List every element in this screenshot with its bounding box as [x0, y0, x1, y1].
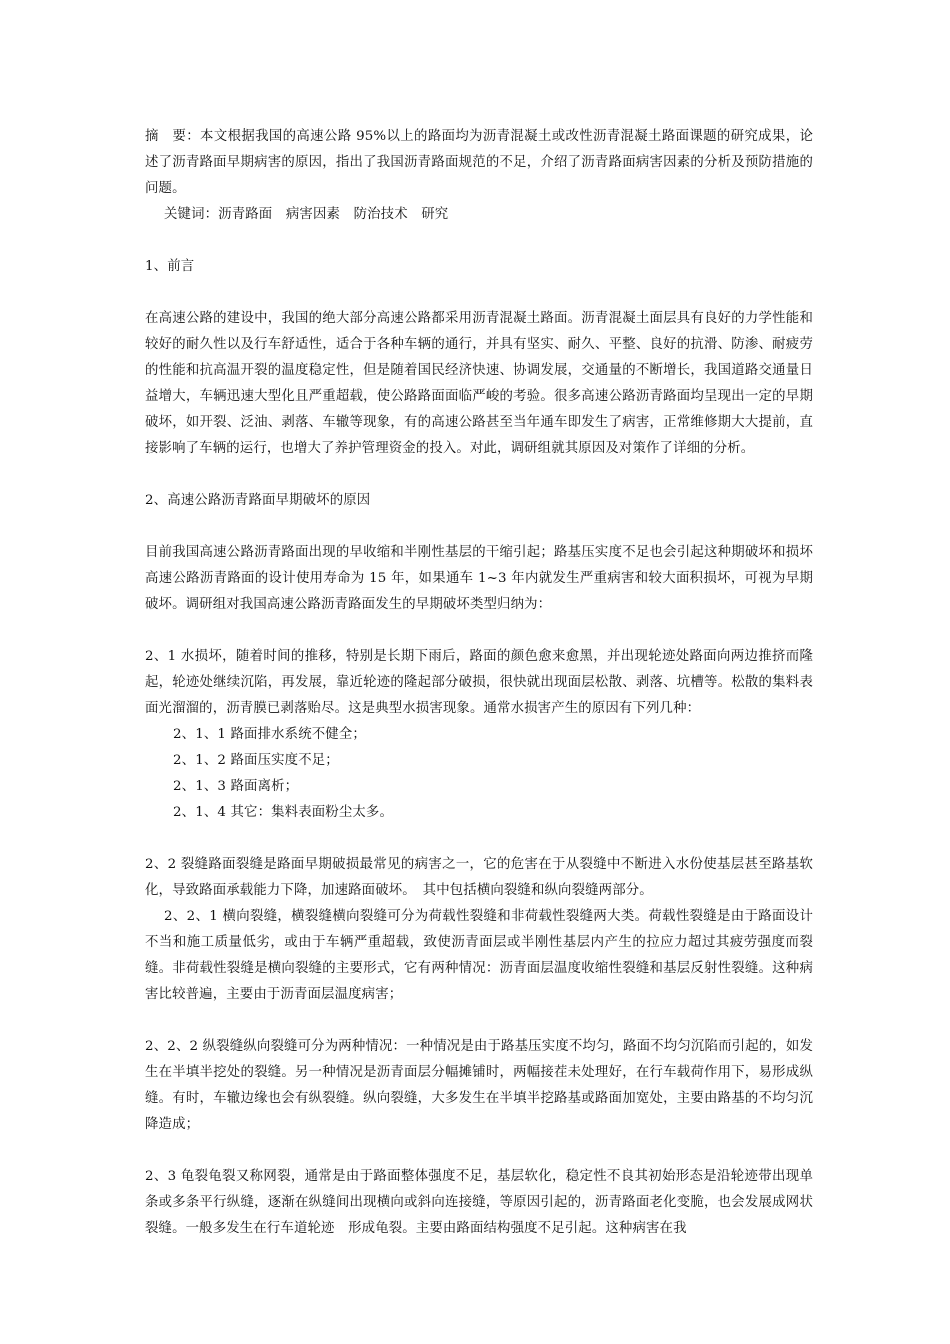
section-2-3-paragraph: 2、3 龟裂龟裂又称网裂，通常是由于路面整体强度不足，基层软化，稳定性不良其初始形态是沿轮迹带出现单条或多条平行纵缝，逐渐在纵缝间出现横向或斜向连接缝，等原因引起的，沥青路面老化变脆，也会发展成网状裂缝。一般多发生在行车道轮迹 形成龟裂。主要由路面结构强度不足引起。这种病害在我 [145, 1169, 813, 1236]
section-2-2-paragraph: 2、2 裂缝路面裂缝是路面早期破损最常见的病害之一，它的危害在于从裂缝中不断进入水份使基层甚至路基软化，导致路面承载能力下降，加速路面破坏。 其中包括横向裂缝和纵向裂缝两部分。 [145, 857, 813, 898]
spacer [145, 618, 813, 644]
list-item: 2、1、1 路面排水系统不健全； [173, 727, 366, 742]
spacer [145, 280, 813, 306]
keywords-line: 关键词：沥青路面 病害因素 防治技术 研究 [164, 207, 449, 222]
section-2-1-paragraph: 2、1 水损坏，随着时间的推移，特别是长期下雨后，路面的颜色愈来愈黑，并出现轮迹处路面向两边推挤而隆起，轮迹处继续沉陷，再发展，靠近轮迹的隆起部分破损，很快就出现面层松散、剥落、坑槽等。松散的集料表面光溜溜的，沥青膜已剥落贻尽。这是典型水损害现象。通常水损害产生的原因有下列几种： [145, 649, 813, 716]
spacer [145, 826, 813, 852]
list-item: 2、1、4 其它：集料表面粉尘太多。 [173, 805, 393, 820]
section-1-heading: 1、前言 [145, 259, 195, 274]
spacer [145, 1008, 813, 1034]
section-1-paragraph: 在高速公路的建设中，我国的绝大部分高速公路都采用沥青混凝土路面。沥青混凝土面层具有良好的力学性能和较好的耐久性以及行车舒适性，适合于各种车辆的通行，并具有坚实、耐久、平整、良好的抗滑、防渗、耐疲劳的性能和抗高温开裂的温度稳定性，但是随着国民经济快速、协调发展，交通量的不断增长，我国道路交通量日益增大，车辆迅速大型化且严重超载，使公路路面面临严峻的考验。很多高速公路沥青路面均呈现出一定的早期破坏，如开裂、泛油、剥落、车辙等现象，有的高速公路甚至当年通车即发生了病害，正常维修期大大提前，直接影响了车辆的运行，也增大了养护管理资金的投入。对此，调研组就其原因及对策作了详细的分析。 [145, 311, 813, 456]
section-2-heading: 2、高速公路沥青路面早期破坏的原因 [145, 493, 371, 508]
spacer [145, 514, 813, 540]
spacer [145, 228, 813, 254]
list-item: 2、1、2 路面压实度不足； [173, 753, 339, 768]
section-2-2-2-paragraph: 2、2、2 纵裂缝纵向裂缝可分为两种情况：一种情况是由于路基压实度不均匀，路面不均匀沉陷而引起的，如发生在半填半挖处的裂缝。另一种情况是沥青面层分幅摊铺时，两幅接茬未处理好，在行车载荷作用下，易形成纵缝。有时，车辙边缘也会有纵裂缝。纵向裂缝，大多发生在半填半挖路基或路面加宽处，主要由路基的不均匀沉降造成； [145, 1039, 813, 1132]
section-2-2-1-paragraph: 2、2、1 横向裂缝，横裂缝横向裂缝可分为荷载性裂缝和非荷载性裂缝两大类。荷载性裂缝是由于路面设计不当和施工质量低劣，或由于车辆严重超载，致使沥青面层或半刚性基层内产生的拉应力超过其疲劳强度而裂缝。非荷载性裂缝是横向裂缝的主要形式，它有两种情况：沥青面层温度收缩性裂缝和基层反射性裂缝。这种病害比较普遍，主要由于沥青面层温度病害； [145, 909, 813, 1002]
spacer [145, 462, 813, 488]
document-page [145, 124, 827, 1242]
list-item: 2、1、3 路面离析； [173, 779, 299, 794]
spacer [145, 1138, 813, 1164]
section-2-intro: 目前我国高速公路沥青路面出现的早收缩和半刚性基层的干缩引起；路基压实度不足也会引起这种期破坏和损坏 高速公路沥青路面的设计使用寿命为 15 年，如果通车 1~3 年内就发生严重病害和较大面积损坏，可视为早期破坏。调研组对我国高速公路沥青路面发生的早期破坏类型归纳为： [145, 545, 827, 612]
abstract-paragraph: 摘 要：本文根据我国的高速公路 95%以上的路面均为沥青混凝土或改性沥青混凝土路面课题的研究成果，论述了沥青路面早期病害的原因，指出了我国沥青路面规范的不足，介绍了沥青路面病害因素的分析及预防措施的问题。 [145, 129, 813, 196]
